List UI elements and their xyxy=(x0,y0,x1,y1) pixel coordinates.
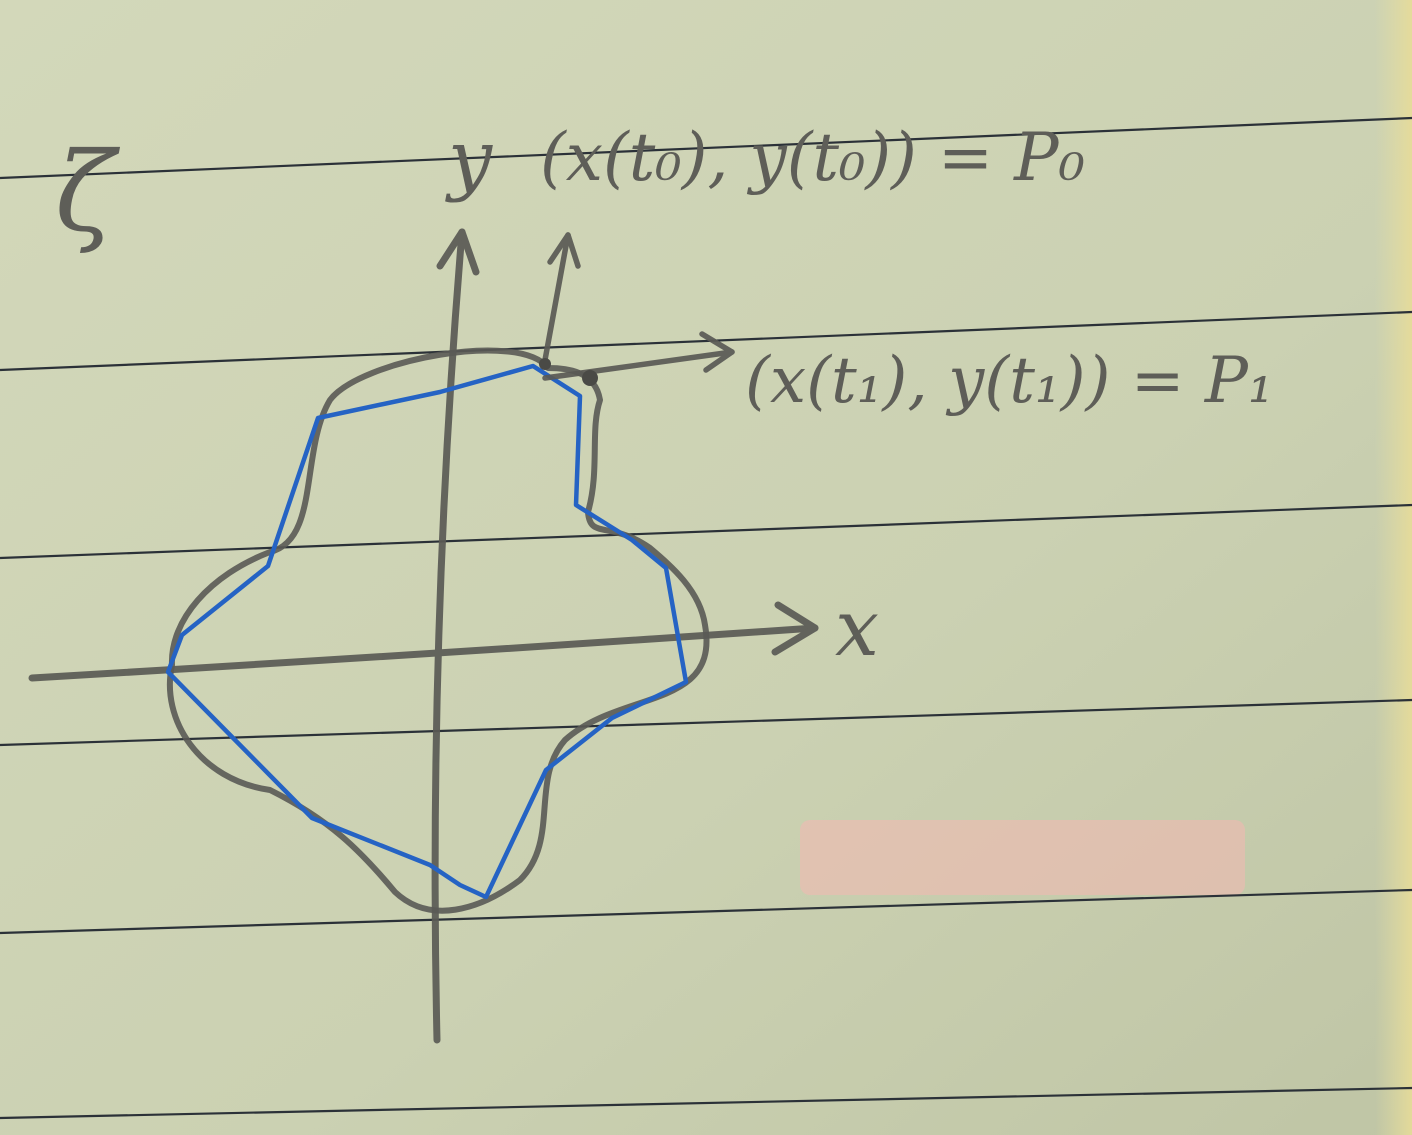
start-point-label: (x(t₀), y(t₀)) = P₀ xyxy=(540,119,1086,196)
corner-mark: ζ xyxy=(55,128,115,256)
x-axis-label: x xyxy=(835,584,879,674)
y-axis-label: y xyxy=(448,114,493,204)
page-edge xyxy=(1375,0,1412,1135)
point-p0-marker xyxy=(539,358,551,370)
point-p1-marker xyxy=(582,370,598,386)
next-point-label: (x(t₁), y(t₁)) = P₁ xyxy=(745,344,1274,418)
highlighter-smear xyxy=(800,820,1245,895)
